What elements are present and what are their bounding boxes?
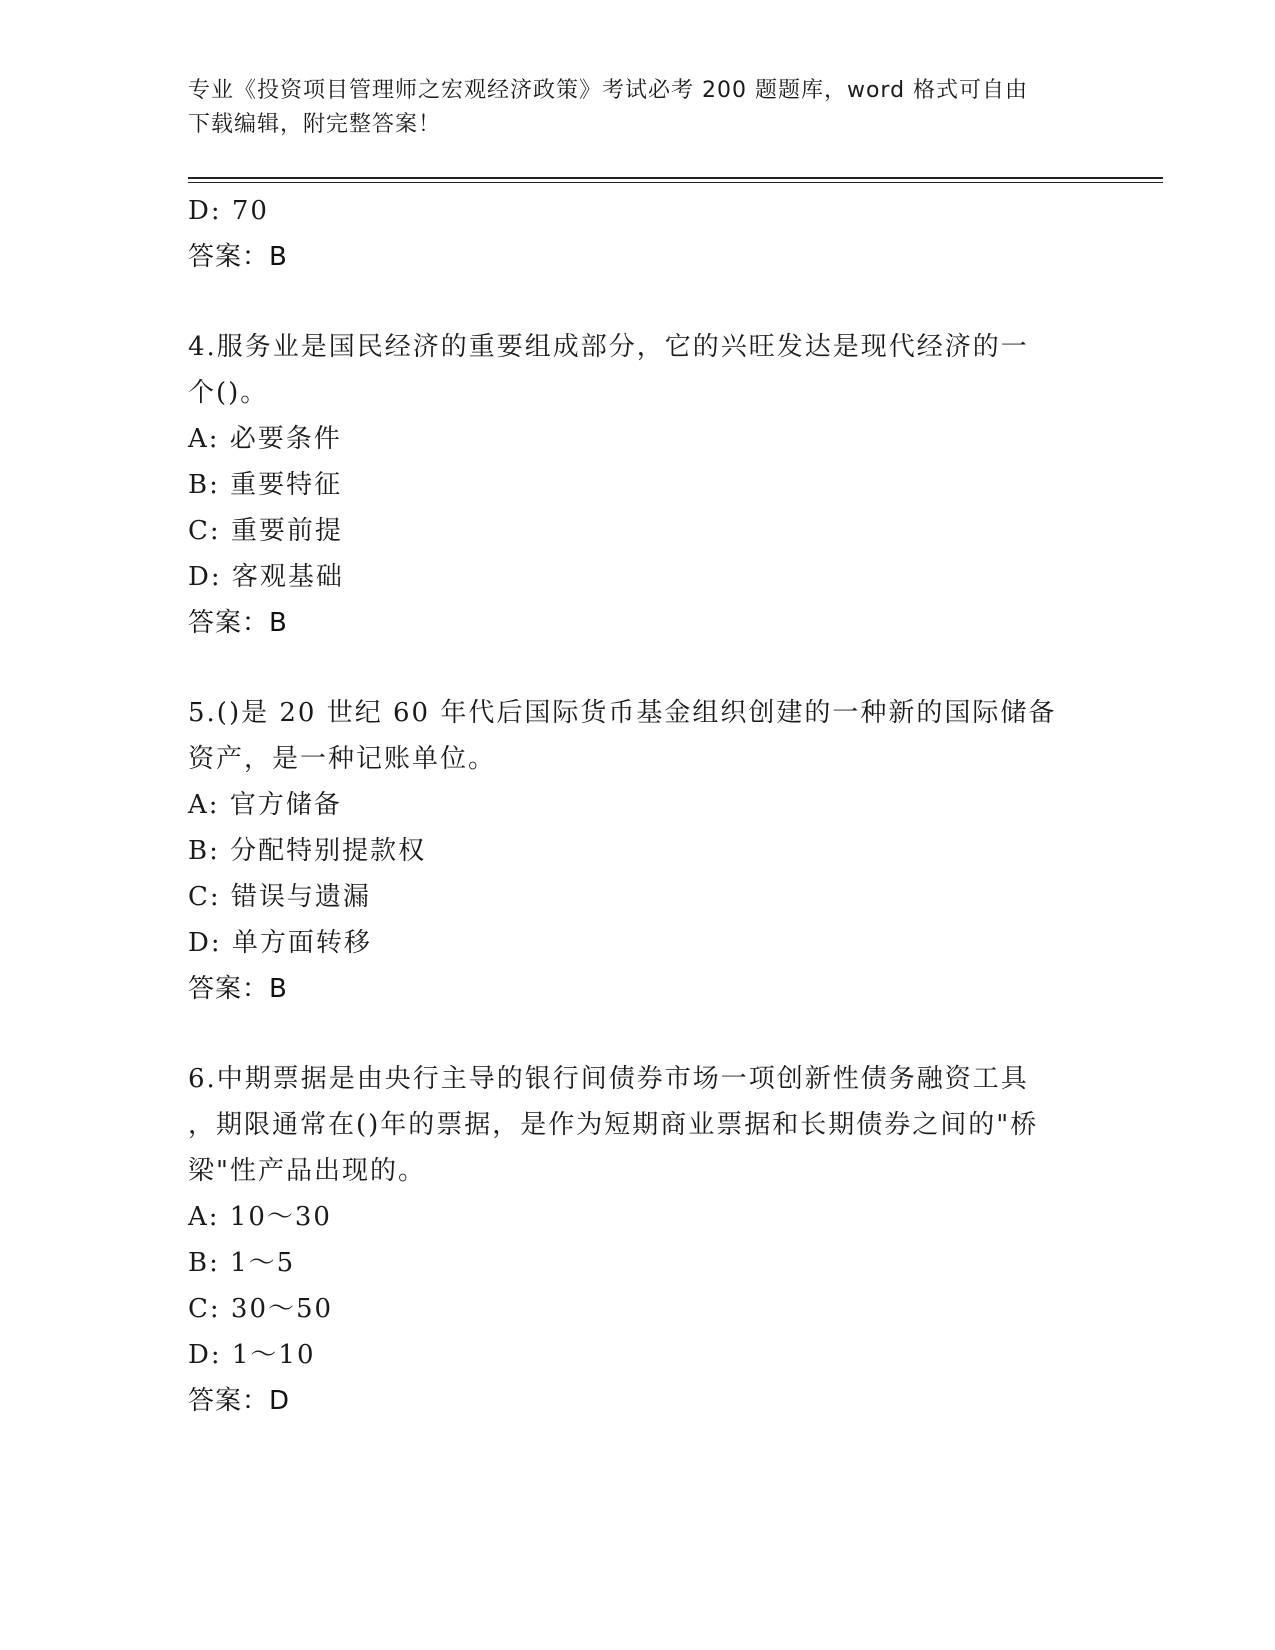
header-divider	[188, 177, 1163, 179]
question-4	[188, 324, 1078, 646]
option-b: B: 分配特别提款权	[188, 836, 427, 866]
answer-line: 答案：B	[188, 608, 288, 638]
option-d: D: 客观基础	[188, 562, 344, 592]
question-text-line: 个()。	[188, 378, 269, 408]
document-header	[188, 74, 1088, 142]
option-a: A: 必要条件	[188, 424, 342, 454]
question-text-line: 资产，是一种记账单位。	[188, 744, 497, 774]
option-d: D: 1～10	[188, 1340, 316, 1370]
option-d: D: 单方面转移	[188, 928, 372, 958]
question-text-line: 4.服务业是国民经济的重要组成部分，它的兴旺发达是现代经济的一	[188, 332, 1029, 362]
option-c: C: 错误与遗漏	[188, 882, 371, 912]
answer-line: 答案：D	[188, 1386, 291, 1416]
question-5	[188, 690, 1078, 1012]
option-b: B: 重要特征	[188, 470, 343, 500]
header-divider-thin	[188, 182, 1163, 183]
option-a: A: 10～30	[188, 1202, 332, 1232]
answer-line: 答案：B	[188, 974, 288, 1004]
question-text-line: 5.()是 20 世纪 60 年代后国际货币基金组织创建的一种新的国际储备	[188, 698, 1057, 728]
option-d: D: 70	[188, 196, 269, 226]
question-6	[188, 1056, 1078, 1424]
header-line-1: 专业《投资项目管理师之宏观经济政策》考试必考 200 题题库，word 格式可自由	[188, 78, 1029, 103]
question-text-line: 6.中期票据是由央行主导的银行间债券市场一项创新性债务融资工具	[188, 1064, 1029, 1094]
option-a: A: 官方储备	[188, 790, 342, 820]
option-b: B: 1～5	[188, 1248, 296, 1278]
question-list	[188, 188, 1078, 1424]
question-text-line: ，期限通常在()年的票据，是作为短期商业票据和长期债券之间的"桥	[188, 1110, 1039, 1140]
header-line-2: 下载编辑，附完整答案！	[188, 112, 442, 137]
option-c: C: 30～50	[188, 1294, 334, 1324]
answer-line: 答案：B	[188, 242, 288, 272]
question-text-line: 梁"性产品出现的。	[188, 1156, 426, 1186]
option-c: C: 重要前提	[188, 516, 343, 546]
partial-question	[188, 188, 1078, 280]
